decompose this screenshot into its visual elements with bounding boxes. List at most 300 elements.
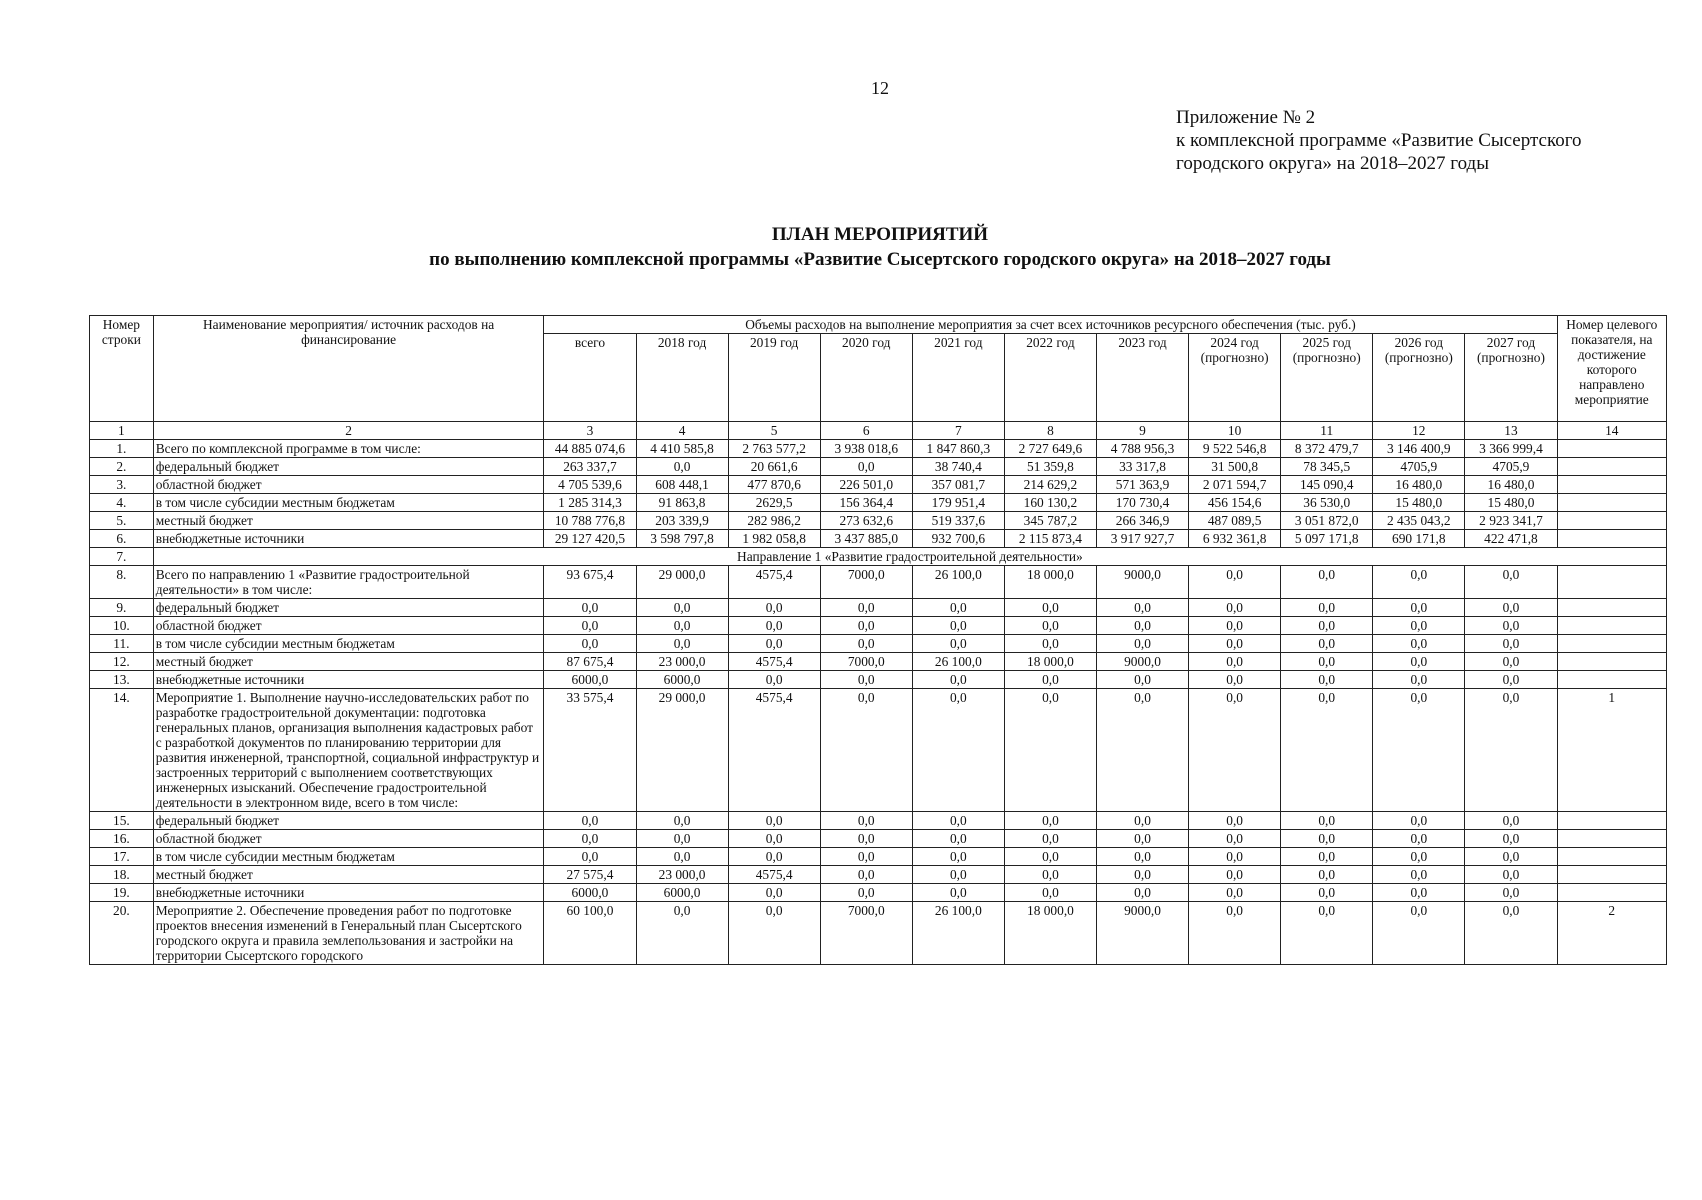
table-row <box>90 476 1667 494</box>
row-value: 0,0 <box>912 884 1004 902</box>
row-number: 13. <box>90 671 154 689</box>
row-value: 1 982 058,8 <box>728 530 820 548</box>
table-row <box>90 884 1667 902</box>
row-name: местный бюджет <box>153 512 544 530</box>
row-value: 15 480,0 <box>1465 494 1557 512</box>
row-value: 27 575,4 <box>544 866 636 884</box>
row-value: 9 522 546,8 <box>1189 440 1281 458</box>
header-year: 2027 год (прогнозно) <box>1465 334 1557 422</box>
row-value: 31 500,8 <box>1189 458 1281 476</box>
row-value: 0,0 <box>1465 635 1557 653</box>
row-value: 51 359,8 <box>1004 458 1096 476</box>
row-value: 29 127 420,5 <box>544 530 636 548</box>
row-value: 0,0 <box>1373 653 1465 671</box>
column-number: 1 <box>90 422 154 440</box>
row-value: 0,0 <box>820 617 912 635</box>
appendix-line-3: городского округа» на 2018–2027 годы <box>1176 153 1489 174</box>
row-value: 0,0 <box>1096 635 1188 653</box>
row-value: 3 598 797,8 <box>636 530 728 548</box>
row-name: федеральный бюджет <box>153 458 544 476</box>
row-value: 1 847 860,3 <box>912 440 1004 458</box>
row-number: 4. <box>90 494 154 512</box>
row-name: местный бюджет <box>153 653 544 671</box>
row-value: 4705,9 <box>1465 458 1557 476</box>
header-year: 2018 год <box>636 334 728 422</box>
row-value: 0,0 <box>1096 812 1188 830</box>
row-value: 0,0 <box>912 671 1004 689</box>
row-target <box>1557 671 1666 689</box>
row-value: 0,0 <box>636 812 728 830</box>
plan-table <box>89 315 1667 965</box>
row-value: 608 448,1 <box>636 476 728 494</box>
row-value: 0,0 <box>1373 866 1465 884</box>
column-number: 10 <box>1189 422 1281 440</box>
row-value: 38 740,4 <box>912 458 1004 476</box>
direction-row <box>90 548 1667 566</box>
row-value: 156 364,4 <box>820 494 912 512</box>
row-value: 18 000,0 <box>1004 566 1096 599</box>
row-value: 0,0 <box>1096 884 1188 902</box>
row-value: 2 763 577,2 <box>728 440 820 458</box>
row-value: 0,0 <box>728 830 820 848</box>
column-number: 13 <box>1465 422 1557 440</box>
row-value: 0,0 <box>544 617 636 635</box>
document-title <box>0 222 1702 272</box>
row-value: 263 337,7 <box>544 458 636 476</box>
row-name: внебюджетные источники <box>153 884 544 902</box>
row-value: 6000,0 <box>636 671 728 689</box>
row-number: 17. <box>90 848 154 866</box>
appendix-line-1: Приложение № 2 <box>1176 107 1316 128</box>
row-value: 9000,0 <box>1096 902 1188 965</box>
row-value: 0,0 <box>912 599 1004 617</box>
row-number: 16. <box>90 830 154 848</box>
row-value: 0,0 <box>1004 599 1096 617</box>
row-value: 1 285 314,3 <box>544 494 636 512</box>
row-value: 3 938 018,6 <box>820 440 912 458</box>
row-value: 87 675,4 <box>544 653 636 671</box>
row-value: 0,0 <box>820 599 912 617</box>
row-value: 4 788 956,3 <box>1096 440 1188 458</box>
row-value: 0,0 <box>1373 566 1465 599</box>
row-value: 0,0 <box>1281 848 1373 866</box>
row-value: 0,0 <box>820 689 912 812</box>
row-value: 93 675,4 <box>544 566 636 599</box>
row-value: 18 000,0 <box>1004 902 1096 965</box>
row-value: 0,0 <box>1189 599 1281 617</box>
row-value: 20 661,6 <box>728 458 820 476</box>
title-line-1: ПЛАН МЕРОПРИЯТИЙ <box>771 224 989 245</box>
row-value: 345 787,2 <box>1004 512 1096 530</box>
row-value: 0,0 <box>1189 848 1281 866</box>
row-value: 0,0 <box>1004 617 1096 635</box>
row-value: 0,0 <box>1281 830 1373 848</box>
row-value: 78 345,5 <box>1281 458 1373 476</box>
row-value: 0,0 <box>544 812 636 830</box>
row-value: 4575,4 <box>728 653 820 671</box>
row-target <box>1557 848 1666 866</box>
row-number: 3. <box>90 476 154 494</box>
row-value: 0,0 <box>1189 617 1281 635</box>
column-number: 14 <box>1557 422 1666 440</box>
row-value: 0,0 <box>1189 689 1281 812</box>
header-year: 2021 год <box>912 334 1004 422</box>
row-value: 4 705 539,6 <box>544 476 636 494</box>
row-number: 6. <box>90 530 154 548</box>
row-value: 203 339,9 <box>636 512 728 530</box>
row-target <box>1557 830 1666 848</box>
row-name: Всего по комплексной программе в том числе: <box>153 440 544 458</box>
row-target <box>1557 599 1666 617</box>
row-value: 0,0 <box>1465 653 1557 671</box>
row-value: 0,0 <box>1004 866 1096 884</box>
appendix-note <box>1176 106 1582 175</box>
row-value: 0,0 <box>1465 812 1557 830</box>
row-name: внебюджетные источники <box>153 671 544 689</box>
row-value: 6 932 361,8 <box>1189 530 1281 548</box>
row-name: местный бюджет <box>153 866 544 884</box>
row-value: 33 575,4 <box>544 689 636 812</box>
row-value: 91 863,8 <box>636 494 728 512</box>
row-value: 0,0 <box>1096 848 1188 866</box>
table-row <box>90 653 1667 671</box>
table-row <box>90 494 1667 512</box>
row-value: 9000,0 <box>1096 566 1188 599</box>
row-value: 44 885 074,6 <box>544 440 636 458</box>
row-value: 0,0 <box>1465 866 1557 884</box>
row-value: 0,0 <box>1096 689 1188 812</box>
row-value: 5 097 171,8 <box>1281 530 1373 548</box>
row-value: 2 435 043,2 <box>1373 512 1465 530</box>
row-value: 16 480,0 <box>1373 476 1465 494</box>
row-value: 33 317,8 <box>1096 458 1188 476</box>
row-value: 3 437 885,0 <box>820 530 912 548</box>
row-value: 0,0 <box>1189 884 1281 902</box>
row-value: 0,0 <box>728 902 820 965</box>
table-row <box>90 440 1667 458</box>
row-value: 23 000,0 <box>636 866 728 884</box>
row-value: 0,0 <box>544 635 636 653</box>
row-value: 0,0 <box>636 635 728 653</box>
row-value: 273 632,6 <box>820 512 912 530</box>
row-target <box>1557 512 1666 530</box>
row-number: 2. <box>90 458 154 476</box>
row-value: 0,0 <box>1004 812 1096 830</box>
row-value: 0,0 <box>820 635 912 653</box>
row-target <box>1557 617 1666 635</box>
row-value: 0,0 <box>1373 599 1465 617</box>
row-value: 4575,4 <box>728 566 820 599</box>
row-value: 26 100,0 <box>912 653 1004 671</box>
row-value: 0,0 <box>820 884 912 902</box>
row-value: 0,0 <box>912 617 1004 635</box>
row-value: 0,0 <box>636 848 728 866</box>
row-value: 0,0 <box>1189 653 1281 671</box>
row-value: 145 090,4 <box>1281 476 1373 494</box>
header-year: 2022 год <box>1004 334 1096 422</box>
table-row <box>90 635 1667 653</box>
row-name: Всего по направлению 1 «Развитие градостроительной деятельности» в том числе: <box>153 566 544 599</box>
page-number: 12 <box>871 78 889 98</box>
header-row-number: Номер строки <box>90 316 154 422</box>
row-target <box>1557 530 1666 548</box>
row-number: 14. <box>90 689 154 812</box>
row-value: 0,0 <box>1281 599 1373 617</box>
header-target: Номер целевого показателя, на достижение которого направлено мероприятие <box>1557 316 1666 422</box>
row-name: в том числе субсидии местным бюджетам <box>153 494 544 512</box>
row-value: 0,0 <box>820 458 912 476</box>
table-row <box>90 830 1667 848</box>
row-value: 0,0 <box>544 848 636 866</box>
table-row <box>90 512 1667 530</box>
row-value: 571 363,9 <box>1096 476 1188 494</box>
row-name: областной бюджет <box>153 476 544 494</box>
row-value: 0,0 <box>1004 848 1096 866</box>
row-number: 18. <box>90 866 154 884</box>
direction-label: Направление 1 «Развитие градостроительной деятельности» <box>153 548 1666 566</box>
row-name: в том числе субсидии местным бюджетам <box>153 635 544 653</box>
row-value: 0,0 <box>544 599 636 617</box>
row-value: 519 337,6 <box>912 512 1004 530</box>
row-target <box>1557 440 1666 458</box>
row-value: 0,0 <box>1465 617 1557 635</box>
row-value: 6000,0 <box>544 671 636 689</box>
row-value: 160 130,2 <box>1004 494 1096 512</box>
column-number: 7 <box>912 422 1004 440</box>
column-number: 4 <box>636 422 728 440</box>
row-value: 36 530,0 <box>1281 494 1373 512</box>
row-value: 2 727 649,6 <box>1004 440 1096 458</box>
row-value: 0,0 <box>1373 902 1465 965</box>
row-target <box>1557 476 1666 494</box>
row-number: 15. <box>90 812 154 830</box>
row-value: 7000,0 <box>820 653 912 671</box>
row-value: 0,0 <box>1281 902 1373 965</box>
row-value: 0,0 <box>1281 653 1373 671</box>
row-value: 0,0 <box>912 635 1004 653</box>
row-value: 2 923 341,7 <box>1465 512 1557 530</box>
row-value: 0,0 <box>636 830 728 848</box>
row-value: 9000,0 <box>1096 653 1188 671</box>
row-value: 6000,0 <box>636 884 728 902</box>
column-number: 5 <box>728 422 820 440</box>
row-value: 0,0 <box>1465 599 1557 617</box>
header-year: 2019 год <box>728 334 820 422</box>
header-year: 2024 год (прогнозно) <box>1189 334 1281 422</box>
row-value: 29 000,0 <box>636 566 728 599</box>
column-number: 3 <box>544 422 636 440</box>
table-row <box>90 689 1667 812</box>
row-value: 0,0 <box>1281 566 1373 599</box>
row-value: 0,0 <box>1465 884 1557 902</box>
row-value: 0,0 <box>1096 671 1188 689</box>
row-name: федеральный бюджет <box>153 812 544 830</box>
table-row <box>90 671 1667 689</box>
row-value: 3 366 999,4 <box>1465 440 1557 458</box>
column-number: 9 <box>1096 422 1188 440</box>
row-value: 4575,4 <box>728 689 820 812</box>
row-value: 0,0 <box>912 848 1004 866</box>
table-row <box>90 530 1667 548</box>
header-volumes: Объемы расходов на выполнение мероприятия за счет всех источников ресурсного обеспечения (тыс. руб.) <box>544 316 1557 334</box>
row-value: 26 100,0 <box>912 566 1004 599</box>
row-target: 2 <box>1557 902 1666 965</box>
row-value: 0,0 <box>544 830 636 848</box>
row-value: 422 471,8 <box>1465 530 1557 548</box>
row-value: 0,0 <box>1281 689 1373 812</box>
row-value: 170 730,4 <box>1096 494 1188 512</box>
row-number: 12. <box>90 653 154 671</box>
row-name: внебюджетные источники <box>153 530 544 548</box>
row-value: 0,0 <box>1281 812 1373 830</box>
row-value: 60 100,0 <box>544 902 636 965</box>
row-value: 0,0 <box>636 458 728 476</box>
row-value: 0,0 <box>1281 617 1373 635</box>
row-value: 0,0 <box>1373 848 1465 866</box>
row-value: 0,0 <box>1373 689 1465 812</box>
row-value: 0,0 <box>1465 671 1557 689</box>
row-value: 0,0 <box>912 866 1004 884</box>
header-year: 2023 год <box>1096 334 1188 422</box>
row-value: 0,0 <box>1465 566 1557 599</box>
table-row <box>90 617 1667 635</box>
row-number: 8. <box>90 566 154 599</box>
row-value: 0,0 <box>1004 830 1096 848</box>
row-target <box>1557 458 1666 476</box>
row-value: 7000,0 <box>820 902 912 965</box>
header-year: 2026 год (прогнозно) <box>1373 334 1465 422</box>
row-value: 0,0 <box>636 599 728 617</box>
row-value: 3 917 927,7 <box>1096 530 1188 548</box>
row-value: 0,0 <box>1373 617 1465 635</box>
row-value: 690 171,8 <box>1373 530 1465 548</box>
row-value: 932 700,6 <box>912 530 1004 548</box>
header-year: всего <box>544 334 636 422</box>
row-value: 0,0 <box>636 617 728 635</box>
header-row-1 <box>90 316 1667 334</box>
appendix-line-2: к комплексной программе «Развитие Сысертского <box>1176 130 1582 151</box>
row-value: 8 372 479,7 <box>1281 440 1373 458</box>
row-value: 29 000,0 <box>636 689 728 812</box>
row-target <box>1557 635 1666 653</box>
row-value: 0,0 <box>1281 866 1373 884</box>
row-target <box>1557 884 1666 902</box>
row-value: 16 480,0 <box>1465 476 1557 494</box>
table-row <box>90 566 1667 599</box>
row-name: в том числе субсидии местным бюджетам <box>153 848 544 866</box>
row-value: 0,0 <box>1281 884 1373 902</box>
row-value: 477 870,6 <box>728 476 820 494</box>
row-name: Мероприятие 1. Выполнение научно-исследовательских работ по разработке градостроительной документации: подготовка генеральных планов, организация выполнения кадастровых работ с разработкой документов по планированию территории для развития инженерной, транспортной, социальной инфраструктур и застроенных территорий с выполнением соответствующих инженерных изысканий. Обеспечение градостроительной деятельности в электронном виде, всего в том числе: <box>153 689 544 812</box>
row-value: 0,0 <box>1465 830 1557 848</box>
row-value: 357 081,7 <box>912 476 1004 494</box>
row-number: 9. <box>90 599 154 617</box>
row-value: 26 100,0 <box>912 902 1004 965</box>
column-numbers-row <box>90 422 1667 440</box>
row-value: 0,0 <box>1189 866 1281 884</box>
column-number: 12 <box>1373 422 1465 440</box>
row-value: 487 089,5 <box>1189 512 1281 530</box>
row-value: 0,0 <box>1373 635 1465 653</box>
row-value: 0,0 <box>728 599 820 617</box>
row-number: 20. <box>90 902 154 965</box>
row-value: 2629,5 <box>728 494 820 512</box>
row-number: 1. <box>90 440 154 458</box>
row-target <box>1557 494 1666 512</box>
row-name: областной бюджет <box>153 830 544 848</box>
column-number: 2 <box>153 422 544 440</box>
row-value: 179 951,4 <box>912 494 1004 512</box>
row-value: 0,0 <box>820 848 912 866</box>
row-number: 5. <box>90 512 154 530</box>
row-number: 11. <box>90 635 154 653</box>
row-value: 3 146 400,9 <box>1373 440 1465 458</box>
row-value: 0,0 <box>1096 599 1188 617</box>
row-target <box>1557 812 1666 830</box>
row-value: 0,0 <box>728 617 820 635</box>
row-value: 0,0 <box>820 812 912 830</box>
table-row <box>90 812 1667 830</box>
row-name: Мероприятие 2. Обеспечение проведения работ по подготовке проектов внесения изменений в Генеральный план Сысертского городского округа и правила землепользования и застройки на территории Сысертского городского <box>153 902 544 965</box>
row-value: 0,0 <box>912 830 1004 848</box>
row-value: 214 629,2 <box>1004 476 1096 494</box>
title-line-2: по выполнению комплексной программы «Развитие Сысертского городского округа» на 2018–2027 годы <box>429 249 1331 270</box>
row-value: 0,0 <box>1189 902 1281 965</box>
row-value: 0,0 <box>1373 671 1465 689</box>
header-year: 2020 год <box>820 334 912 422</box>
row-number: 10. <box>90 617 154 635</box>
table-row <box>90 866 1667 884</box>
column-number: 6 <box>820 422 912 440</box>
row-value: 0,0 <box>1004 635 1096 653</box>
row-value: 0,0 <box>1373 830 1465 848</box>
row-value: 0,0 <box>1189 671 1281 689</box>
row-value: 2 115 873,4 <box>1004 530 1096 548</box>
row-target <box>1557 566 1666 599</box>
row-value: 0,0 <box>728 848 820 866</box>
row-value: 226 501,0 <box>820 476 912 494</box>
row-value: 0,0 <box>1465 848 1557 866</box>
row-value: 23 000,0 <box>636 653 728 671</box>
row-value: 0,0 <box>1373 884 1465 902</box>
row-value: 0,0 <box>820 866 912 884</box>
row-value: 282 986,2 <box>728 512 820 530</box>
row-value: 4575,4 <box>728 866 820 884</box>
row-value: 266 346,9 <box>1096 512 1188 530</box>
row-value: 10 788 776,8 <box>544 512 636 530</box>
table-row <box>90 458 1667 476</box>
row-value: 0,0 <box>1373 812 1465 830</box>
row-value: 0,0 <box>912 812 1004 830</box>
row-number: 7. <box>90 548 154 566</box>
row-value: 0,0 <box>1189 830 1281 848</box>
row-value: 0,0 <box>728 671 820 689</box>
row-value: 0,0 <box>728 812 820 830</box>
row-value: 0,0 <box>728 884 820 902</box>
table-row <box>90 848 1667 866</box>
row-value: 0,0 <box>1189 566 1281 599</box>
row-value: 0,0 <box>1004 884 1096 902</box>
row-value: 0,0 <box>1096 830 1188 848</box>
row-number: 19. <box>90 884 154 902</box>
row-value: 0,0 <box>1096 866 1188 884</box>
row-value: 0,0 <box>912 689 1004 812</box>
row-value: 3 051 872,0 <box>1281 512 1373 530</box>
row-value: 0,0 <box>636 902 728 965</box>
row-value: 0,0 <box>1465 902 1557 965</box>
row-value: 0,0 <box>1189 635 1281 653</box>
table-row <box>90 599 1667 617</box>
